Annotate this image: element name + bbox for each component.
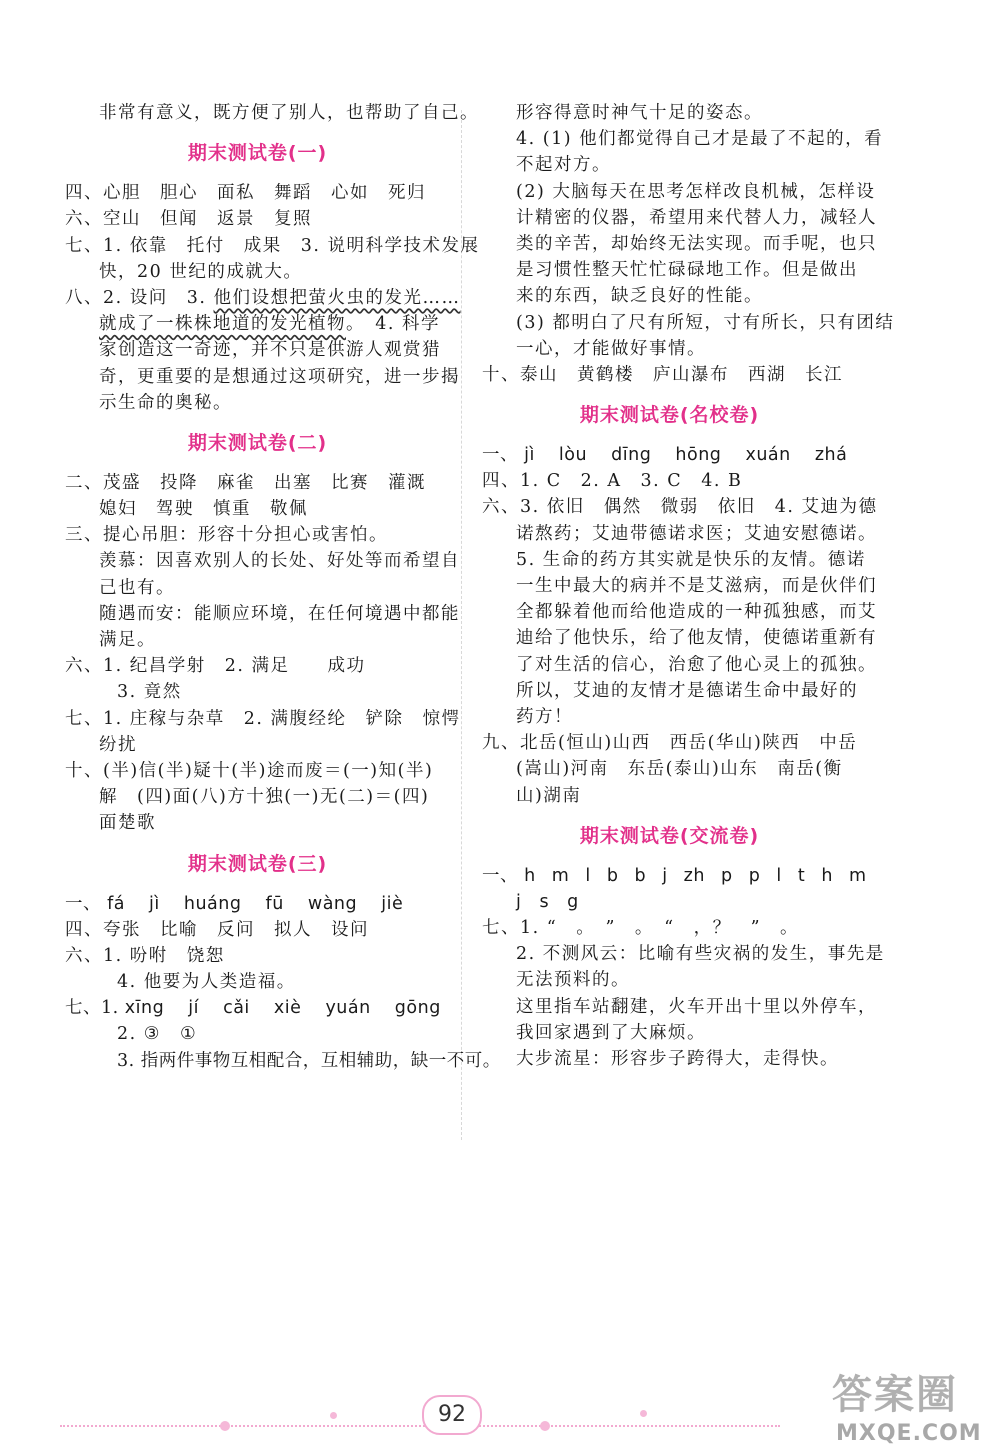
initial-answer: m: [848, 865, 867, 886]
pinyin-answer: xiè: [273, 998, 302, 1019]
pinyin-line: [65, 891, 450, 917]
answer-line: (3) 都明白了尺有所短，寸有所长，只有团结: [516, 312, 895, 333]
answer-line: 三、提心吊胆：形容十分担心或害怕。: [65, 525, 388, 546]
answer-line: [65, 285, 461, 311]
pinyin-answer: jì: [149, 893, 160, 914]
answer-line: 解 (四)面(八)方十独(一)无(二)＝(四): [99, 787, 430, 808]
answer-line: 七、1. 庄稼与杂草 2. 满腹经纶 铲除 惊愕: [65, 708, 461, 729]
initial-answer: p: [748, 865, 761, 886]
answer-line: 四、1. C 2. A 3. C 4. B: [482, 471, 743, 492]
wavy-underlined-text: 就成了一株株地道的发光植物: [99, 314, 346, 335]
answer-line: 所以，艾迪的友情才是德诺生命中最好的: [516, 680, 858, 701]
initial-answer: s: [539, 891, 550, 912]
initial-answer: l: [776, 865, 782, 886]
initial-answer: m: [551, 865, 570, 886]
answer-line: 4. 他要为人类造福。: [117, 972, 296, 993]
pinyin-answer: hōng: [675, 445, 722, 466]
pinyin-answer: jí: [188, 998, 199, 1019]
answer-line: 迪给了他快乐，给了他友情，使德诺重新有: [516, 628, 877, 649]
answer-line: 5. 生命的药方其实就是快乐的友情。德诺: [516, 549, 866, 570]
initial-answer: l: [585, 865, 591, 886]
pinyin-line: [482, 442, 857, 468]
answer-line: 3. 指两件事物互相配合，互相辅助，缺一不可。: [117, 1050, 501, 1071]
answer-line: 示生命的奥秘。: [99, 392, 232, 413]
initial-answer: j: [516, 891, 522, 912]
answer-line: 2. ③ ①: [117, 1024, 198, 1045]
initial-answer: b: [606, 865, 619, 886]
answer-line: 我回家遇到了大麻烦。: [516, 1022, 706, 1043]
section-heading-exam-2: 期末测试卷(二): [187, 431, 328, 454]
decorative-dot: [640, 1410, 647, 1417]
initial-answer: b: [634, 865, 647, 886]
pinyin-answer: jì: [524, 445, 535, 466]
answer-line: 来的东西，缺乏良好的性能。: [516, 286, 763, 307]
pinyin-answer: lòu: [558, 445, 588, 466]
answer-line: 羡慕：因喜欢别人的长处、好处等而希望自: [99, 551, 460, 572]
answer-line: [65, 311, 450, 337]
pinyin-line: [65, 995, 450, 1021]
question-number: 一、: [65, 893, 101, 914]
answer-line: 了对生活的信心，治愈了他心灵上的孤独。: [516, 654, 877, 675]
answer-line: 2. 不测风云：比喻有些灾祸的发生，事先是: [516, 944, 885, 965]
initials-line: [482, 889, 857, 915]
page-number: 92: [422, 1395, 482, 1435]
wavy-underlined-text: 他们设想把萤火虫的发光……: [213, 287, 461, 308]
answer-line: 七、1. “ 。 ” 。 “ ，？ ” 。: [482, 918, 800, 939]
answer-line: 山)湖南: [516, 785, 582, 806]
answer-text: 八、2. 设问 3.: [65, 287, 214, 308]
decorative-dot: [220, 1421, 230, 1431]
answer-line: 一心，才能做好事情。: [516, 338, 706, 359]
right-column: [482, 100, 895, 1072]
answer-line: 十、泰山 黄鹤楼 庐山瀑布 西湖 长江: [482, 364, 843, 385]
answer-line: 药方！: [516, 706, 573, 727]
answer-line: 形容得意时神气十足的姿态。: [516, 103, 763, 123]
answer-line: 己也有。: [99, 577, 175, 598]
answer-line: 七、1. 依靠 托付 成果 3. 说明科学技术发展: [65, 235, 480, 256]
answer-line: 奇，更重要的是想通过这项研究，进一步揭: [99, 366, 460, 387]
column-divider: [461, 110, 462, 1140]
watermark-url: MXQE.COM: [836, 1421, 982, 1446]
answer-line: 是习惯性整天忙忙碌碌地工作。但是做出: [516, 260, 858, 281]
footer-dotted-line: [60, 1425, 780, 1427]
answer-line: 这里指车站翻建，火车开出十里以外停车，: [516, 996, 877, 1017]
pinyin-answer: wàng: [307, 893, 358, 914]
pinyin-answer: xīng: [124, 998, 165, 1019]
answer-line: 家创造这一奇迹，并不只是供游人观赏猎: [99, 340, 441, 361]
section-heading-exam-exchange: 期末测试卷(交流卷): [579, 824, 760, 847]
answer-line: 六、空山 但闻 返景 复照: [65, 209, 312, 230]
decorative-dot: [330, 1412, 337, 1419]
answer-line: 面楚歌: [99, 813, 156, 834]
answer-line: 计精密的仪器，希望用来代替人力，减轻人: [516, 207, 877, 228]
initial-answer: h: [821, 865, 833, 886]
answer-line: 满足。: [99, 630, 156, 650]
answer-line: 十、(半)信(半)疑十(半)途而废＝(一)知(半): [65, 760, 434, 781]
pinyin-answer: zhá: [814, 445, 848, 466]
answer-line: 一生中最大的病并不是艾滋病，而是伙伴们: [516, 576, 877, 596]
answer-line: 六、1. 纪昌学射 2. 满足 成功: [65, 656, 366, 677]
pinyin-answer: yuán: [325, 998, 371, 1019]
answer-text: 。 4. 科学: [346, 314, 441, 335]
answer-line: 六、1. 吩咐 饶恕: [65, 945, 225, 966]
answer-line: 四、夸张 比喻 反问 拟人 设问: [65, 919, 369, 940]
pinyin-answer: fá: [107, 893, 125, 914]
initial-answer: t: [797, 865, 806, 886]
answer-line: 全都躲着他而给他造成的一种孤独感，而艾: [516, 602, 877, 623]
answer-line: (嵩山)河南 东岳(泰山)山东 南岳(衡: [516, 759, 843, 780]
initial-answer: zh: [683, 865, 705, 886]
initial-answer: g: [567, 891, 579, 912]
decorative-dot: [540, 1421, 550, 1431]
pinyin-answer: huáng: [183, 893, 242, 914]
question-number: 七、1.: [65, 998, 125, 1019]
left-column: [65, 100, 501, 1074]
answer-line: 诺熬药；艾迪带德诺求医；艾迪安慰德诺。: [516, 523, 877, 544]
question-number: 一、: [482, 445, 518, 466]
answer-line: 大步流星：形容步子跨得大，走得快。: [516, 1049, 839, 1069]
answer-line: 纷扰: [99, 734, 137, 755]
pinyin-answer: fū: [265, 893, 284, 914]
answer-line: 随遇而安：能顺应环境，在任何境遇中都能: [99, 603, 460, 624]
answer-line: 六、3. 依旧 偶然 微弱 依旧 4. 艾迪为德: [482, 497, 878, 518]
section-heading-exam-3: 期末测试卷(三): [187, 852, 328, 875]
initial-answer: p: [721, 865, 733, 886]
answer-line: 四、心胆 胆心 面私 舞蹈 心如 死归: [65, 183, 426, 204]
answer-line: (2) 大脑每天在思考怎样改良机械，怎样设: [516, 181, 876, 202]
answer-line: 二、茂盛 投降 麻雀 出塞 比赛 灌溉: [65, 472, 426, 493]
answer-line: 3. 竟然: [117, 682, 182, 703]
answer-line: 媳妇 驾驶 慎重 敬佩: [99, 499, 308, 520]
section-heading-exam-1: 期末测试卷(一): [187, 142, 328, 165]
section-heading-exam-famous-school: 期末测试卷(名校卷): [579, 404, 760, 427]
answer-line: 类的辛苦，却始终无法实现。而手呢，也只: [516, 233, 877, 254]
pinyin-answer: xuán: [745, 445, 791, 466]
pinyin-answer: gōng: [394, 998, 441, 1019]
answer-line: 九、北岳(恒山)山西 西岳(华山)陕西 中岳: [482, 733, 858, 754]
pinyin-answer: jiè: [381, 893, 404, 914]
question-number: 一、: [482, 865, 518, 886]
answer-line: 不起对方。: [516, 155, 611, 176]
initial-answer: h: [524, 865, 536, 886]
watermark-logo: 答案圈: [832, 1372, 958, 1418]
answer-line: 非常有意义，既方便了别人，也帮助了自己。: [99, 103, 479, 123]
answer-line: 快，20 世纪的成就大。: [99, 261, 303, 282]
pinyin-answer: cǎi: [223, 998, 250, 1019]
initial-answer: j: [662, 865, 668, 886]
answer-line: 无法预料的。: [516, 970, 630, 991]
answer-line: 4. (1) 他们都觉得自己才是最了不起的，看: [516, 129, 884, 150]
initials-line: [482, 863, 867, 889]
pinyin-answer: dīng: [611, 445, 652, 466]
